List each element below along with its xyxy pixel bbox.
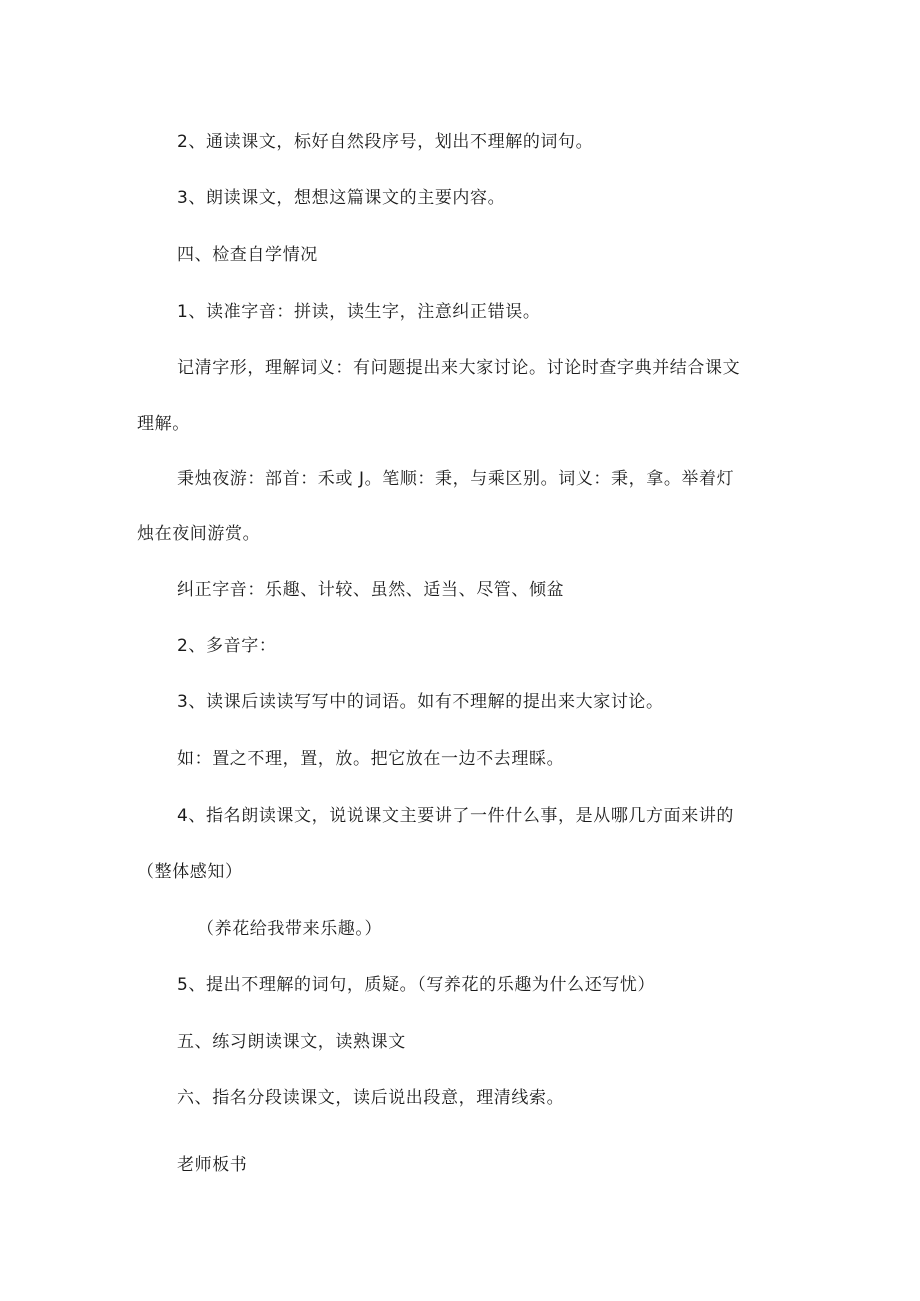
- teacher-blackboard-notes: 老师板书: [177, 1155, 248, 1175]
- glyph-meaning-line-1: 记清字形，理解词义：有问题提出来大家讨论。讨论时查字典并结合课文: [177, 358, 741, 378]
- vocabulary-example: 如：置之不理，置，放。把它放在一边不去理睬。: [177, 749, 565, 769]
- item-1-pronunciation: 1、读准字音：拼读，读生字，注意纠正错误。: [177, 302, 541, 322]
- section-6-paragraph-reading: 六、指名分段读课文，读后说出段意，理清线索。: [177, 1088, 565, 1108]
- word-note-line-1: 秉烛夜游：部首：禾或 J。笔顺：秉，与乘区别。词义：秉，拿。举着灯: [177, 469, 735, 489]
- glyph-meaning-line-2: 理解。: [137, 414, 190, 434]
- item-4-read-aloud-line-2: （整体感知）: [137, 862, 243, 882]
- main-idea-answer: （养花给我带来乐趣。）: [197, 919, 383, 939]
- item-3-vocabulary: 3、读课后读读写写中的词语。如有不理解的提出来大家讨论。: [177, 692, 664, 712]
- section-4-heading: 四、检查自学情况: [177, 245, 318, 265]
- item-2-polyphones: 2、多音字：: [177, 636, 277, 656]
- step-3-read-aloud: 3、朗读课文，想想这篇课文的主要内容。: [177, 188, 506, 208]
- word-note-line-2: 烛在夜间游赏。: [137, 524, 261, 544]
- pronunciation-corrections: 纠正字音：乐趣、计较、虽然、适当、尽管、倾盆: [177, 580, 565, 600]
- item-5-questions: 5、提出不理解的词句，质疑。（写养花的乐趣为什么还写忧）: [177, 975, 656, 995]
- section-5-practice-reading: 五、练习朗读课文，读熟课文: [177, 1032, 406, 1052]
- item-4-read-aloud-line-1: 4、指名朗读课文，说说课文主要讲了一件什么事，是从哪几方面来讲的: [177, 806, 735, 826]
- step-2-read-through: 2、通读课文，标好自然段序号，划出不理解的词句。: [177, 132, 594, 152]
